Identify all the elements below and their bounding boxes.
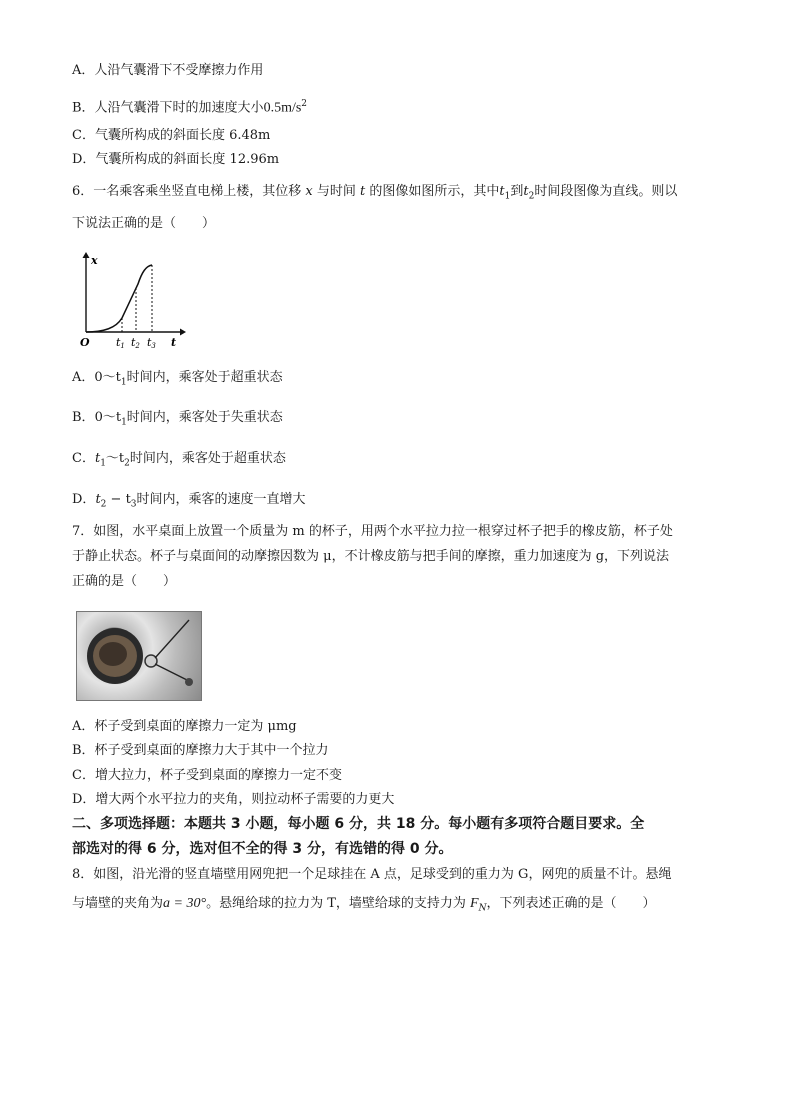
q6-to: 到 xyxy=(510,184,524,199)
graph-x-arrow xyxy=(180,329,186,336)
graph-x-label: t xyxy=(171,336,177,349)
q6-var-t1: t xyxy=(499,184,505,199)
q6-option-b-letter: B． xyxy=(72,410,95,425)
q7-stem-line1: 7．如图，水平桌面上放置一个质量为 m 的杯子，用两个水平拉力拉一根穿过杯子把手的橡皮筋，杯子处 xyxy=(72,524,673,539)
q6-option-a-text: 时间内，乘客处于超重状态 xyxy=(126,370,283,385)
q6-var-x: x xyxy=(305,184,313,199)
q7-stem-line3: 正确的是（ ） xyxy=(72,574,177,589)
q6-option-c-letter: C． xyxy=(72,451,95,466)
q6-option-c-tilde: ～t xyxy=(105,451,125,466)
q6-option-a-letter: A． xyxy=(72,370,95,385)
q6-option-c xyxy=(72,450,286,473)
q8-angle: a = 30° xyxy=(163,896,207,911)
q6-stem-d: 时间段图像为直线。则以 xyxy=(534,184,678,199)
q6-var-t2-sub: 2 xyxy=(528,191,535,202)
q5-option-a: A．人沿气囊滑下不受摩擦力作用 xyxy=(72,63,264,78)
q7-stem-line2: 于静止状态。杯子与桌面间的动摩擦因数为 μ，不计橡皮筋与把手间的摩擦，重力加速度为 g，下列说法 xyxy=(72,549,670,564)
graph-origin-label: O xyxy=(80,336,90,349)
q6-position-time-graph xyxy=(76,250,188,352)
q5-option-b xyxy=(72,95,307,117)
q7-option-d: D．增大两个水平拉力的夹角，则拉动杯子需要的力更大 xyxy=(72,792,395,807)
q6-option-c-s1: 1 xyxy=(100,458,106,469)
section2-heading-line1: 二、多项选择题：本题共 3 小题，每小题 6 分，共 18 分。每小题有多项符合题目要求。全 xyxy=(72,816,645,832)
q6-var-t1-sub: 1 xyxy=(504,191,511,202)
q6-option-b-text: 时间内，乘客处于失重状态 xyxy=(126,410,283,425)
graph-curve xyxy=(86,265,152,332)
q6-var-t: t xyxy=(360,184,366,199)
graph-tick-t1: t1 xyxy=(116,336,125,350)
q6-option-d-minus: − t xyxy=(106,492,131,507)
q6-option-d-s3: 3 xyxy=(130,499,137,510)
q7-cup-photo xyxy=(76,611,202,701)
q6-option-a-sub: 1 xyxy=(120,377,127,388)
q6-option-a xyxy=(72,369,283,392)
q6-option-d xyxy=(72,491,306,514)
q5-option-d: D．气囊所构成的斜面长度 12.96m xyxy=(72,152,280,167)
graph-y-arrow xyxy=(83,252,90,258)
graph-y-label: x xyxy=(91,254,98,267)
q8-fn: F xyxy=(470,896,479,911)
q6-var-t2: t xyxy=(523,184,529,199)
q6-stem-line2: 下说法正确的是（ ） xyxy=(72,216,216,231)
q6-option-c-s2: 2 xyxy=(124,458,130,469)
q8-stem-b: 。悬绳给球的拉力为 T，墙壁给球的支持力为 xyxy=(206,896,470,911)
q6-option-d-letter: D． xyxy=(72,492,96,507)
q6-option-d-text: 时间内，乘客的速度一直增大 xyxy=(136,492,306,507)
q5-option-b-text: B．人沿气囊滑下时的加速度大小 xyxy=(72,100,264,116)
q5-option-b-exponent: 2 xyxy=(301,99,308,109)
q6-stem-a: 6．一名乘客乘坐竖直电梯上楼，其位移 xyxy=(72,184,306,199)
q5-option-c: C．气囊所构成的斜面长度 6.48m xyxy=(72,128,271,143)
q8-stem-line2 xyxy=(72,895,655,918)
q6-stem-c: 的图像如图所示，其中 xyxy=(365,184,500,199)
q5-option-b-value: 0.5m/s xyxy=(263,100,302,116)
q8-stem-line1: 8．如图，沿光滑的竖直墙壁用网兜把一个足球挂在 A 点，足球受到的重力为 G，网兜的质量不计。悬绳 xyxy=(72,867,672,882)
q8-fn-sub: N xyxy=(478,903,487,914)
graph-tick-t3: t3 xyxy=(147,336,156,350)
q7-option-b: B．杯子受到桌面的摩擦力大于其中一个拉力 xyxy=(72,743,329,758)
q7-option-a: A．杯子受到桌面的摩擦力一定为 μmg xyxy=(72,719,297,734)
q8-stem-a: 与墙壁的夹角为 xyxy=(72,896,164,911)
q6-option-d-t2: t xyxy=(95,492,101,507)
q6-option-d-s2: 2 xyxy=(100,499,107,510)
q6-option-a-range: 0～t xyxy=(94,370,121,385)
q6-option-c-text: 时间内，乘客处于超重状态 xyxy=(129,451,286,466)
graph-tick-t2: t2 xyxy=(131,336,140,350)
q6-stem-line1 xyxy=(72,183,677,206)
q6-option-b-sub: 1 xyxy=(121,417,127,428)
q7-option-c: C．增大拉力，杯子受到桌面的摩擦力一定不变 xyxy=(72,768,342,783)
q8-stem-c: ，下列表述正确的是（ ） xyxy=(486,896,656,911)
q6-option-c-t1: t xyxy=(94,451,101,466)
q6-option-b-range: 0～t xyxy=(94,410,122,425)
section2-heading-line2: 部选对的得 6 分，选对但不全的得 3 分，有选错的得 0 分。 xyxy=(72,841,453,857)
q6-stem-b: 与时间 xyxy=(312,184,361,199)
q6-option-b xyxy=(72,409,283,432)
